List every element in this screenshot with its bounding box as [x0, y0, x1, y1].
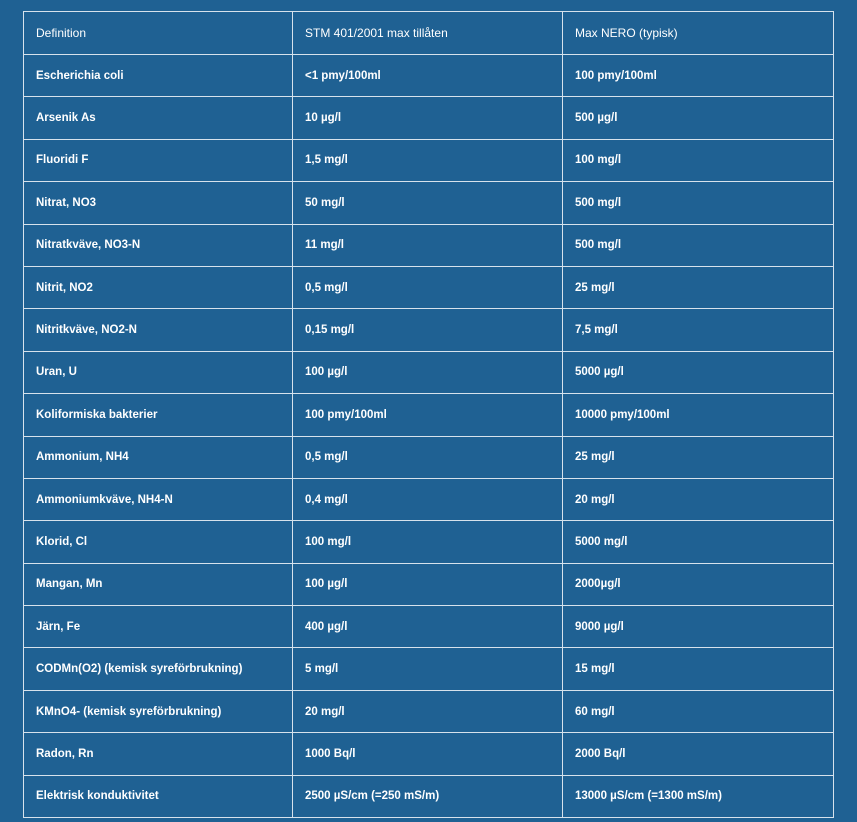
cell-stm-max: 11 mg/l — [293, 224, 563, 266]
cell-nero-max: 100 pmy/100ml — [563, 55, 834, 97]
water-quality-table — [23, 11, 834, 818]
cell-definition: Radon, Rn — [24, 733, 293, 775]
cell-stm-max: 400 µg/l — [293, 606, 563, 648]
cell-stm-max: 20 mg/l — [293, 690, 563, 732]
cell-definition: Arsenik As — [24, 97, 293, 139]
cell-nero-max: 13000 µS/cm (=1300 mS/m) — [563, 775, 834, 817]
cell-nero-max: 20 mg/l — [563, 478, 834, 520]
cell-stm-max: <1 pmy/100ml — [293, 55, 563, 97]
table-row — [24, 690, 834, 732]
cell-definition: Nitritkväve, NO2-N — [24, 309, 293, 351]
cell-nero-max: 5000 mg/l — [563, 521, 834, 563]
table-body — [24, 55, 834, 818]
cell-stm-max: 100 pmy/100ml — [293, 394, 563, 436]
table-row — [24, 351, 834, 393]
table-row — [24, 182, 834, 224]
cell-definition: Escherichia coli — [24, 55, 293, 97]
cell-stm-max: 2500 µS/cm (=250 mS/m) — [293, 775, 563, 817]
cell-nero-max: 25 mg/l — [563, 436, 834, 478]
table-row — [24, 436, 834, 478]
table-row — [24, 775, 834, 817]
table-row — [24, 394, 834, 436]
cell-definition: Nitrit, NO2 — [24, 266, 293, 308]
cell-definition: Ammonium, NH4 — [24, 436, 293, 478]
table-row — [24, 139, 834, 181]
cell-definition: Järn, Fe — [24, 606, 293, 648]
table-row — [24, 224, 834, 266]
cell-nero-max: 2000µg/l — [563, 563, 834, 605]
cell-definition: Nitratkväve, NO3-N — [24, 224, 293, 266]
cell-stm-max: 1,5 mg/l — [293, 139, 563, 181]
cell-stm-max: 50 mg/l — [293, 182, 563, 224]
header-nero-max: Max NERO (typisk) — [563, 12, 834, 55]
table-row — [24, 309, 834, 351]
cell-stm-max: 1000 Bq/l — [293, 733, 563, 775]
cell-definition: Mangan, Mn — [24, 563, 293, 605]
table-row — [24, 97, 834, 139]
header-stm-max: STM 401/2001 max tillåten — [293, 12, 563, 55]
cell-definition: Fluoridi F — [24, 139, 293, 181]
cell-nero-max: 60 mg/l — [563, 690, 834, 732]
cell-definition: Elektrisk konduktivitet — [24, 775, 293, 817]
table-header — [24, 12, 834, 55]
cell-nero-max: 2000 Bq/l — [563, 733, 834, 775]
cell-definition: Ammoniumkväve, NH4-N — [24, 478, 293, 520]
cell-nero-max: 500 mg/l — [563, 224, 834, 266]
cell-definition: Klorid, Cl — [24, 521, 293, 563]
table-row — [24, 55, 834, 97]
cell-stm-max: 0,5 mg/l — [293, 436, 563, 478]
cell-stm-max: 100 mg/l — [293, 521, 563, 563]
cell-nero-max: 15 mg/l — [563, 648, 834, 690]
cell-nero-max: 500 µg/l — [563, 97, 834, 139]
table-row — [24, 648, 834, 690]
cell-nero-max: 7,5 mg/l — [563, 309, 834, 351]
cell-stm-max: 10 µg/l — [293, 97, 563, 139]
cell-stm-max: 5 mg/l — [293, 648, 563, 690]
table-row — [24, 266, 834, 308]
table-row — [24, 521, 834, 563]
header-definition: Definition — [24, 12, 293, 55]
cell-stm-max: 100 µg/l — [293, 563, 563, 605]
cell-nero-max: 5000 µg/l — [563, 351, 834, 393]
table-row — [24, 606, 834, 648]
cell-nero-max: 500 mg/l — [563, 182, 834, 224]
table-row — [24, 478, 834, 520]
cell-definition: Nitrat, NO3 — [24, 182, 293, 224]
cell-nero-max: 25 mg/l — [563, 266, 834, 308]
cell-nero-max: 9000 µg/l — [563, 606, 834, 648]
header-row — [24, 12, 834, 55]
cell-definition: Koliformiska bakterier — [24, 394, 293, 436]
cell-stm-max: 0,4 mg/l — [293, 478, 563, 520]
cell-definition: CODMn(O2) (kemisk syreförbrukning) — [24, 648, 293, 690]
cell-stm-max: 0,15 mg/l — [293, 309, 563, 351]
cell-nero-max: 100 mg/l — [563, 139, 834, 181]
table-row — [24, 733, 834, 775]
cell-definition: Uran, U — [24, 351, 293, 393]
table-row — [24, 563, 834, 605]
cell-nero-max: 10000 pmy/100ml — [563, 394, 834, 436]
cell-definition: KMnO4- (kemisk syreförbrukning) — [24, 690, 293, 732]
cell-stm-max: 100 µg/l — [293, 351, 563, 393]
cell-stm-max: 0,5 mg/l — [293, 266, 563, 308]
